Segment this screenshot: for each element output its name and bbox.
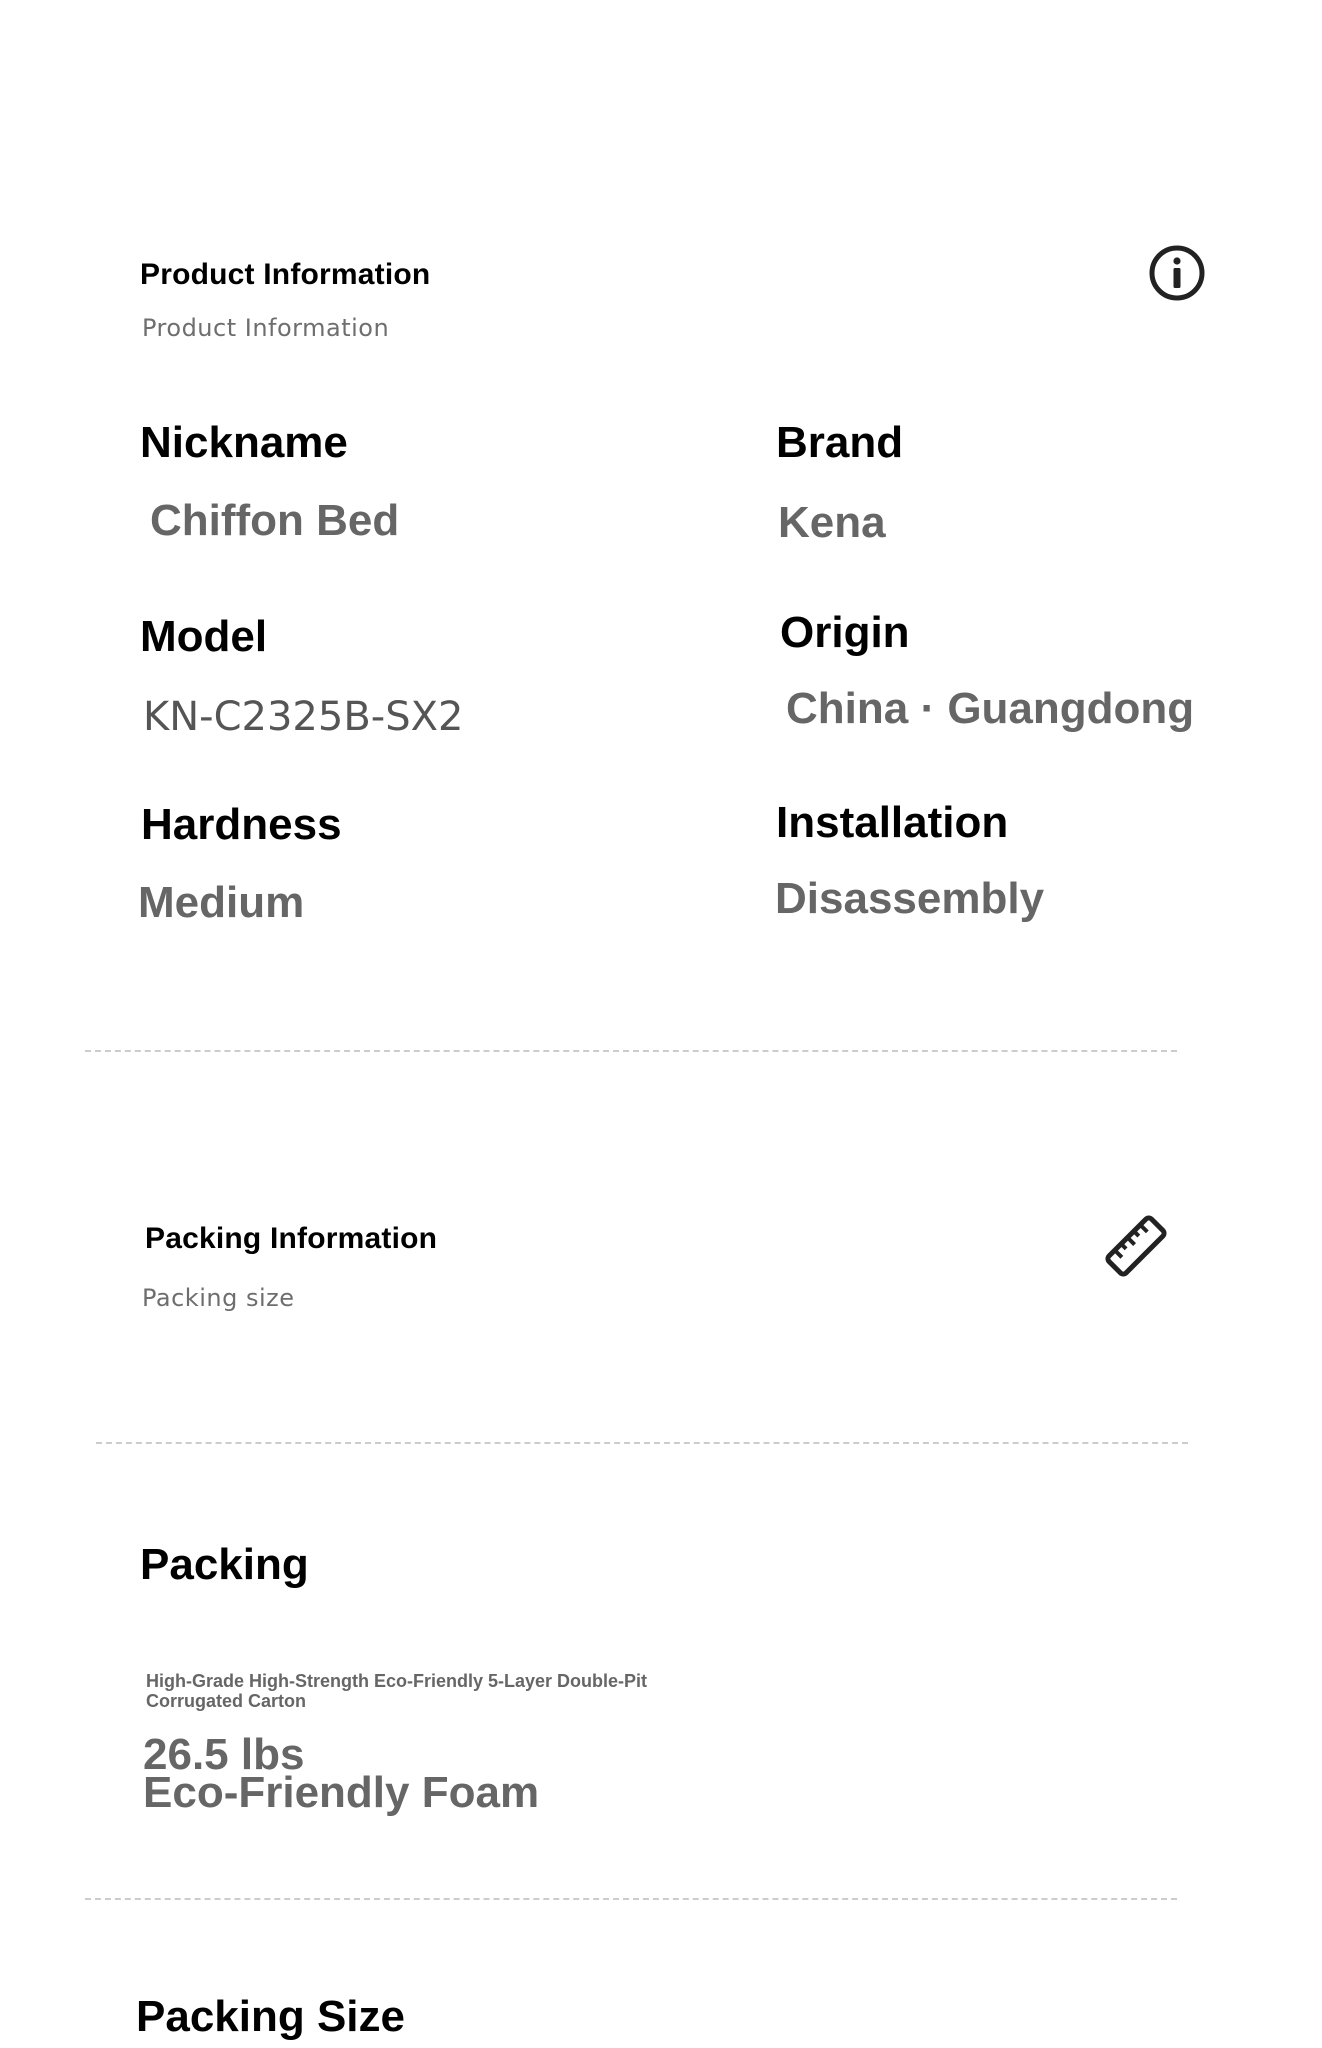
packing-info-title: Packing Information bbox=[145, 1222, 438, 1255]
hardness-label: Hardness bbox=[141, 800, 342, 849]
installation-label: Installation bbox=[776, 798, 1009, 847]
packing-description: High-Grade High-Strength Eco-Friendly 5-Layer Double-Pit Corrugated Carton bbox=[146, 1671, 648, 1711]
ruler-icon bbox=[1100, 1210, 1172, 1282]
divider bbox=[85, 1898, 1177, 1900]
packing-filler: Eco-Friendly Foam bbox=[143, 1768, 540, 1817]
nickname-value: Chiffon Bed bbox=[150, 496, 400, 545]
packing-info-subtitle: Packing size bbox=[142, 1284, 295, 1312]
origin-label: Origin bbox=[780, 608, 910, 657]
packing-weight: 26.5 lbs bbox=[143, 1730, 305, 1779]
product-info-title: Product Information bbox=[140, 258, 431, 291]
divider bbox=[96, 1442, 1188, 1444]
packing-label: Packing bbox=[140, 1540, 309, 1589]
divider bbox=[85, 1050, 1177, 1052]
nickname-label: Nickname bbox=[140, 418, 348, 467]
hardness-value: Medium bbox=[138, 878, 305, 927]
info-icon bbox=[1148, 244, 1206, 302]
product-info-subtitle: Product Information bbox=[142, 314, 390, 342]
origin-value: China · Guangdong bbox=[786, 684, 1195, 733]
brand-label: Brand bbox=[776, 418, 904, 467]
brand-value: Kena bbox=[778, 498, 886, 547]
model-value: KN-C2325B-SX2 bbox=[143, 694, 464, 740]
installation-value: Disassembly bbox=[775, 874, 1045, 923]
model-label: Model bbox=[140, 612, 268, 661]
packing-size-label: Packing Size bbox=[136, 1992, 406, 2041]
